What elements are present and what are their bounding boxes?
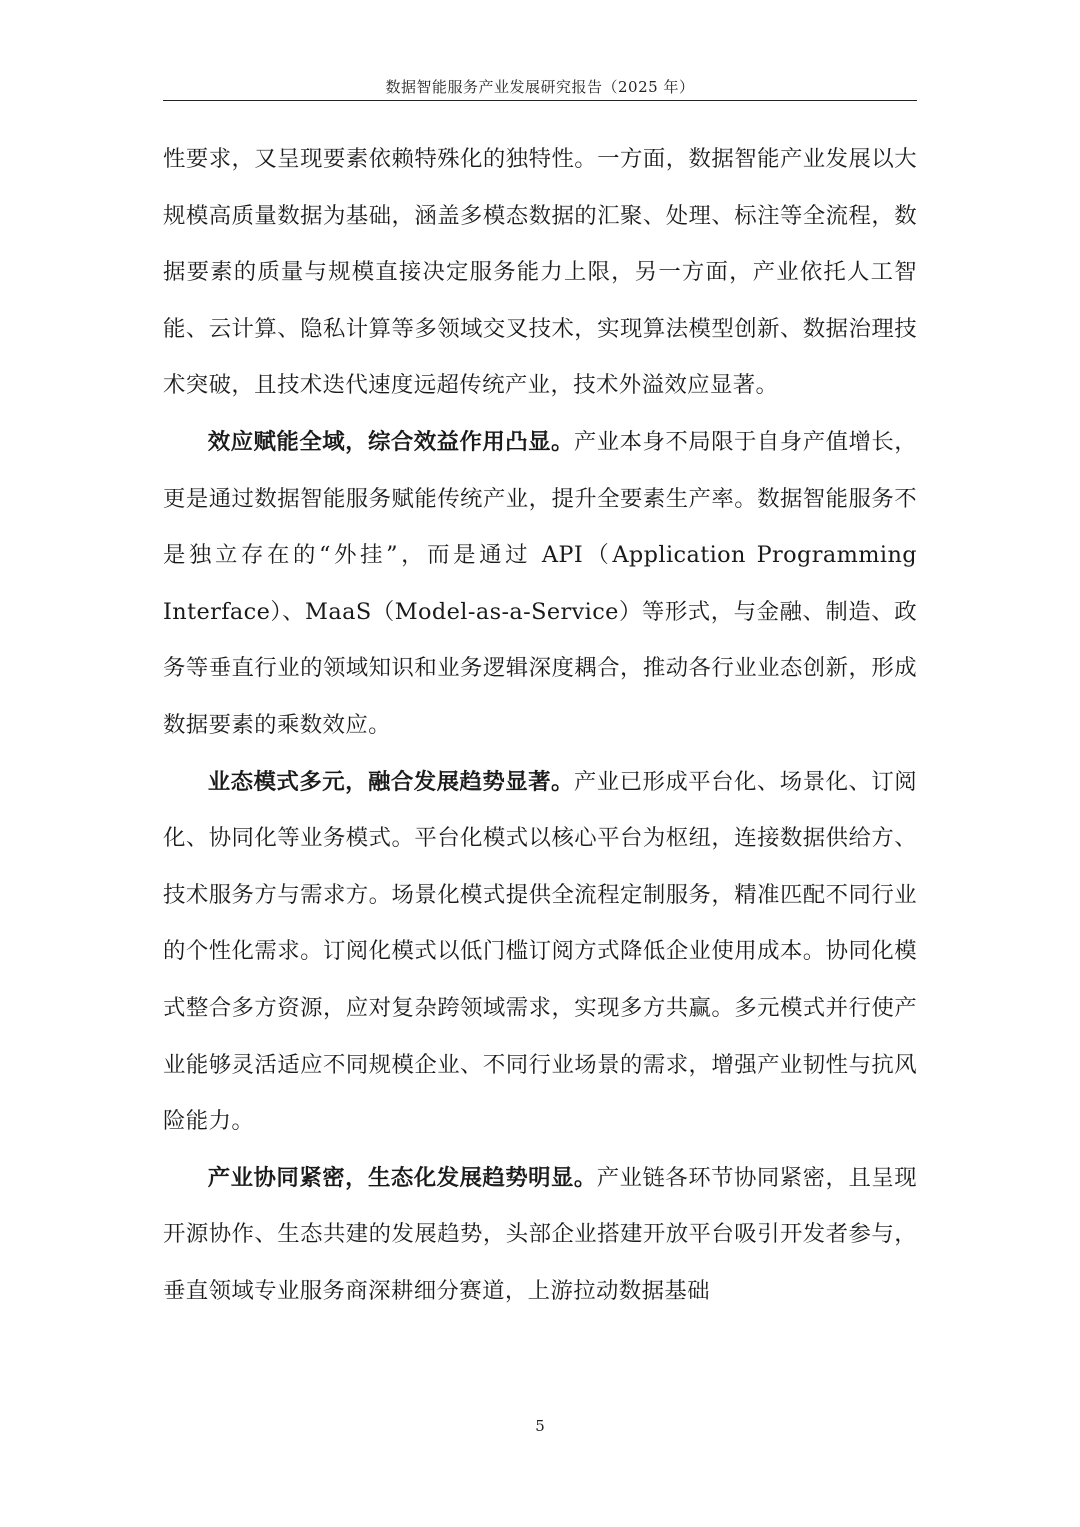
- paragraph-3-text: 产业已形成平台化、场景化、订阅化、协同化等业务模式。平台化模式以核心平台为枢纽，连接数据供给方、技术服务方与需求方。场景化模式提供全流程定制服务，精准匹配不同行业的个性化需求。订阅化模式以低门槛订阅方式降低企业使用成本。协同化模式整合多方资源，应对复杂跨领域需求，实现多方共赢。多元模式并行使产业能够灵活适应不同规模企业、不同行业场景的需求，增强产业韧性与抗风险能力。: [163, 768, 918, 1135]
- body-text: [163, 131, 917, 1319]
- running-header: 数据智能服务产业发展研究报告（2025 年）: [385, 78, 695, 96]
- page-number: 5: [535, 1417, 545, 1435]
- paragraph-3: [163, 754, 917, 1150]
- paragraph-3-lead: 业态模式多元，融合发展趋势显著。: [207, 768, 574, 795]
- paragraph-1-text: 性要求，又呈现要素依赖特殊化的独特性。一方面，数据智能产业发展以大规模高质量数据为基础，涵盖多模态数据的汇聚、处理、标注等全流程，数据要素的质量与规模直接决定服务能力上限，另一方面，产业依托人工智能、云计算、隐私计算等多领域交叉技术，实现算法模型创新、数据治理技术突破，且技术迭代速度远超传统产业，技术外溢效应显著。: [163, 146, 917, 399]
- paragraph-2-lead: 效应赋能全域，综合效益作用凸显。: [207, 428, 574, 455]
- paragraph-4: [163, 1150, 917, 1320]
- paragraph-4-lead: 产业协同紧密，生态化发展趋势明显。: [207, 1164, 597, 1191]
- paragraph-1: [163, 131, 917, 414]
- paragraph-2-text: 产业本身不局限于自身产值增长，更是通过数据智能服务赋能传统产业，提升全要素生产率。数据智能服务不是独立存在的“外挂”，而是通过 API（Application Programming Interface）、MaaS（Model-as-a-Service）等形式，与金融、制造、政务等垂直行业的领域知识和业务逻辑深度耦合，推动各行业业态创新，形成数据要素的乘数效应。: [163, 428, 918, 738]
- paragraph-2: [163, 414, 917, 754]
- paragraph-4-text: 产业链各环节协同紧密，且呈现开源协作、生态共建的发展趋势，头部企业搭建开放平台吸引开发者参与，垂直领域专业服务商深耕细分赛道，上游拉动数据基础: [163, 1164, 917, 1304]
- header-rule: [163, 100, 917, 101]
